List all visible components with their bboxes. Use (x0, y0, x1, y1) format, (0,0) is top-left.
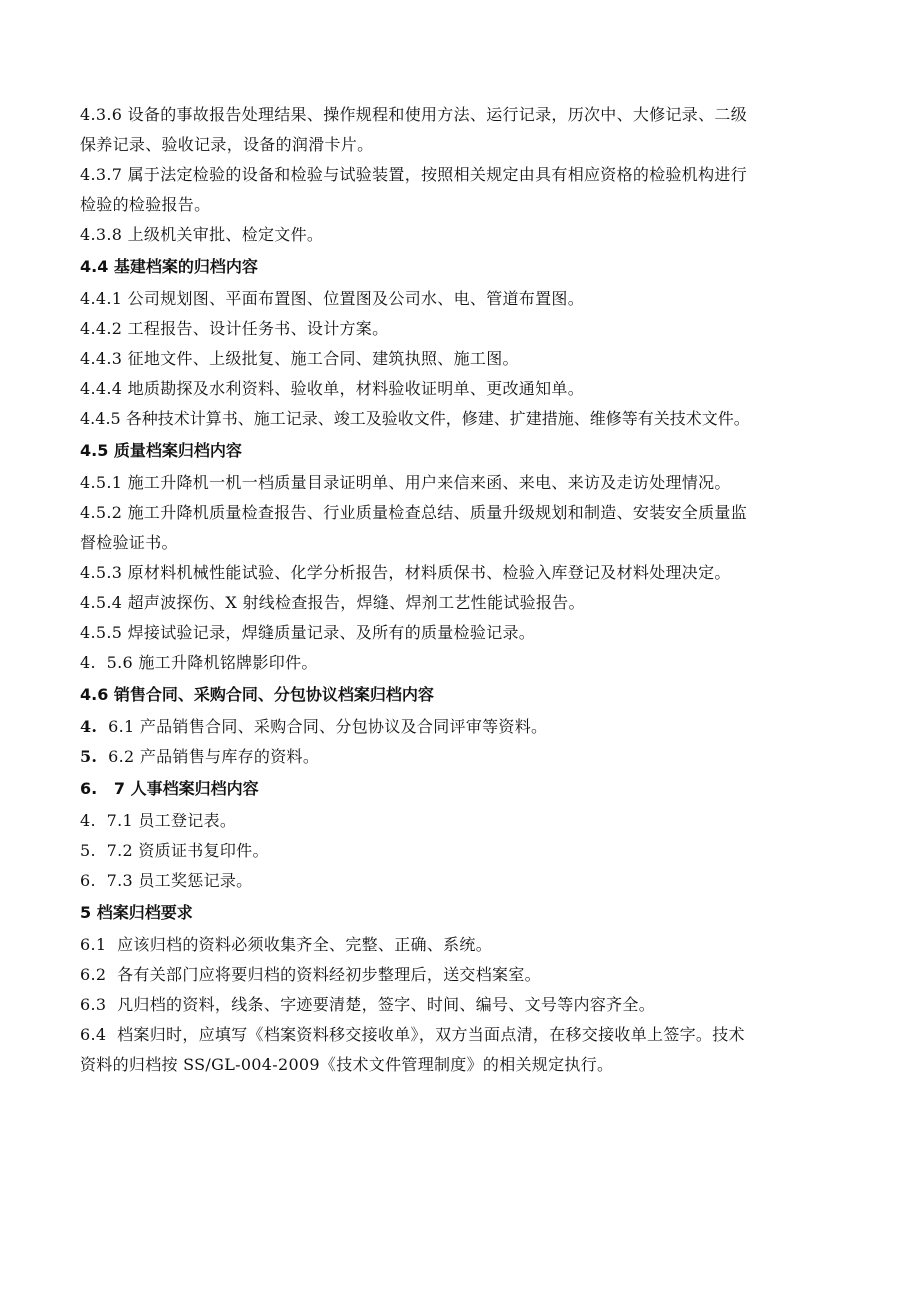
list-number: 4. (80, 717, 98, 736)
list-text: 6.1 产品销售合同、采购合同、分包协议及合同评审等资料。 (97, 717, 548, 736)
paragraph-6-3: 6.3 凡归档的资料，线条、字迹要清楚，签字、时间、编号、文号等内容齐全。 (80, 995, 656, 1014)
paragraph-4-7-1: 4. 7.1 员工登记表。 (80, 811, 237, 830)
heading-4-7: 6. 7 人事档案归档内容 (80, 779, 259, 798)
paragraph-4-4-4: 4.4.4 地质勘探及水利资料、验收单，材料验收证明单、更改通知单。 (80, 379, 584, 398)
paragraph-4-6-2 (80, 742, 860, 772)
paragraph-4-4-1: 4.4.1 公司规划图、平面布置图、位置图及公司水、电、管道布置图。 (80, 289, 584, 308)
heading-5: 5 档案归档要求 (80, 903, 193, 922)
paragraph-4-7-3: 6. 7.3 员工奖惩记录。 (80, 871, 253, 890)
paragraph-4-3-8: 4.3.8 上级机关审批、检定文件。 (80, 225, 324, 244)
paragraph-4-5-1: 4.5.1 施工升降机一机一档质量目录证明单、用户来信来函、来电、来访及走访处理情况。 (80, 473, 731, 492)
paragraph-6-1: 6.1 应该归档的资料必须收集齐全、完整、正确、系统。 (80, 935, 493, 954)
paragraph-6-2: 6.2 各有关部门应将要归档的资料经初步整理后，送交档案室。 (80, 965, 541, 984)
paragraph-4-6-1 (80, 712, 860, 742)
paragraph-4-5-5: 4.5.5 焊接试验记录，焊缝质量记录、及所有的质量检验记录。 (80, 623, 536, 642)
list-text: 6.2 产品销售与库存的资料。 (97, 747, 320, 766)
paragraph-4-4-3: 4.4.3 征地文件、上级批复、施工合同、建筑执照、施工图。 (80, 349, 519, 368)
paragraph-4-5-6: 4. 5.6 施工升降机铭牌影印件。 (80, 653, 318, 672)
heading-4-6: 4.6 销售合同、采购合同、分包协议档案归档内容 (80, 685, 434, 704)
paragraph-4-5-4: 4.5.4 超声波探伤、X 射线检查报告，焊缝、焊剂工艺性能试验报告。 (80, 593, 585, 612)
paragraph-4-5-3: 4.5.3 原材料机械性能试验、化学分析报告，材料质保书、检验入库登记及材料处理决定。 (80, 563, 731, 582)
heading-4-5: 4.5 质量档案归档内容 (80, 441, 242, 460)
paragraph-4-4-2: 4.4.2 工程报告、设计任务书、设计方案。 (80, 319, 389, 338)
paragraph-4-3-6-line2: 保养记录、验收记录，设备的润滑卡片。 (80, 135, 374, 154)
paragraph-6-4-line1: 6.4 档案归时，应填写《档案资料移交接收单》，双方当面点清，在移交接收单上签字。技术 (80, 1025, 745, 1044)
paragraph-4-5-2-line2: 督检验证书。 (80, 533, 178, 552)
document-page (80, 100, 860, 1080)
paragraph-4-7-2: 5. 7.2 资质证书复印件。 (80, 841, 269, 860)
paragraph-4-5-2-line1: 4.5.2 施工升降机质量检查报告、行业质量检查总结、质量升级规划和制造、安装安全质量监 (80, 503, 747, 522)
paragraph-6-4-line2: 资料的归档按 SS/GL-004-2009《技术文件管理制度》的相关规定执行。 (80, 1055, 614, 1074)
list-number: 5. (80, 747, 98, 766)
paragraph-4-3-7-line2: 检验的检验报告。 (80, 195, 211, 214)
paragraph-4-4-5: 4.4.5 各种技术计算书、施工记录、竣工及验收文件，修建、扩建措施、维修等有关技术文件。 (80, 409, 750, 428)
paragraph-4-3-7-line1: 4.3.7 属于法定检验的设备和检验与试验装置，按照相关规定由具有相应资格的检验机构进行 (80, 165, 747, 184)
paragraph-4-3-6-line1: 4.3.6 设备的事故报告处理结果、操作规程和使用方法、运行记录，历次中、大修记录、二级 (80, 105, 747, 124)
heading-4-4: 4.4 基建档案的归档内容 (80, 257, 258, 276)
